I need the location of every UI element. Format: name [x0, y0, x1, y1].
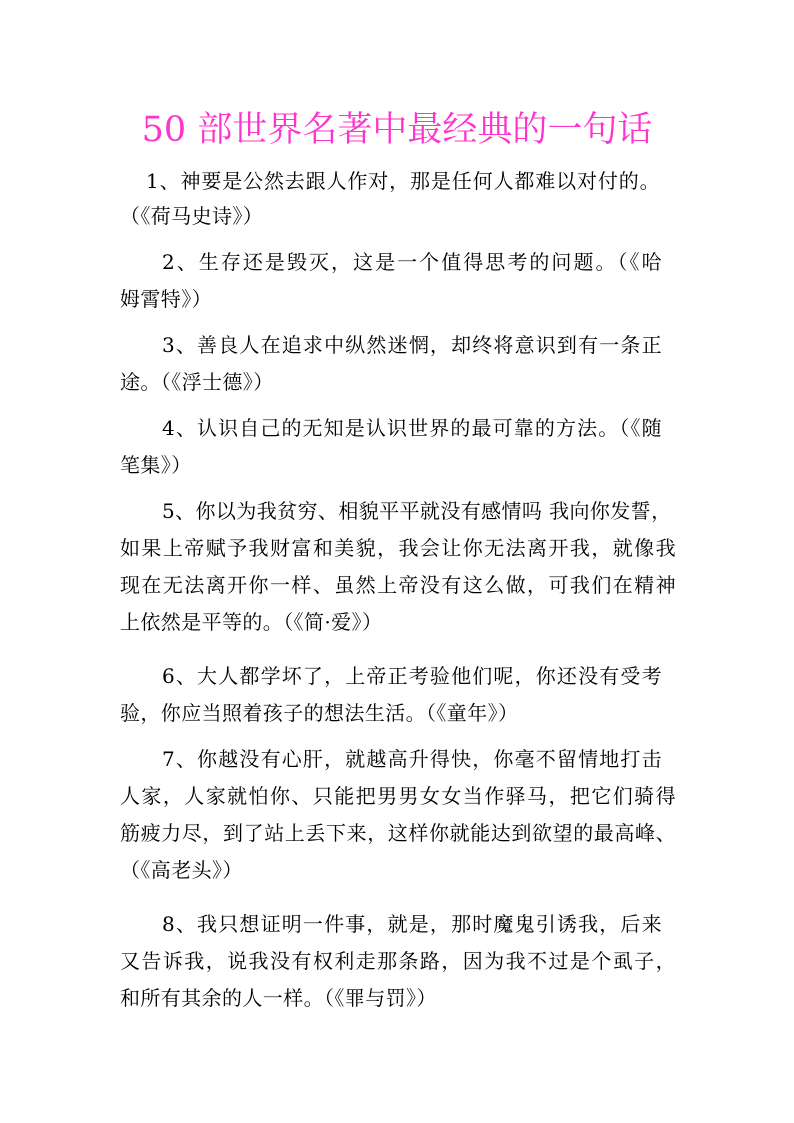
quote-7-line-1: 7、你越没有心肝，就越高升得快，你毫不留情地打击: [162, 747, 662, 771]
quote-8-line-2: 又告诉我，说我没有权利走那条路，因为我不过是个虱子，: [120, 949, 676, 973]
quote-7-line-2: 人家，人家就怕你、只能把男男女女当作驿马，把它们骑得: [120, 784, 676, 808]
quote-6-line-1: 6、大人都学坏了，上帝正考验他们呢，你还没有受考: [162, 664, 662, 688]
quote-8-line-3: 和所有其余的人一样。（《罪与罚》）: [120, 986, 437, 1010]
quote-5-line-3: 现在无法离开你一样、虽然上帝没有这么做，可我们在精神: [120, 573, 676, 597]
quote-5-line-1: 5、你以为我贫穷、相貌平平就没有感情吗 我向你发誓，: [162, 499, 672, 523]
quote-4-line-2: 笔集》）: [120, 453, 192, 477]
quote-4-line-1: 4、认识自己的无知是认识世界的最可靠的方法。（《随: [162, 416, 662, 440]
quote-6-line-2: 验，你应当照着孩子的想法生活。（《童年》）: [120, 701, 519, 725]
quote-2-line-2: 姆霄特》）: [120, 287, 212, 311]
quote-7-line-3: 筋疲力尽，到了站上丢下来，这样你就能达到欲望的最高峰、: [120, 821, 676, 845]
page-title: 50 部世界名著中最经典的一句话: [141, 110, 653, 150]
quote-3-line-1: 3、善良人在追求中纵然迷惘，却终将意识到有一条正: [162, 333, 662, 357]
quote-7-line-4: （《高老头》）: [120, 858, 243, 882]
quote-1-line-2: （《荷马史诗》）: [120, 204, 264, 228]
quote-8-line-1: 8、我只想证明一件事，就是，那时魔鬼引诱我，后来: [162, 912, 662, 936]
quote-5-line-4: 上依然是平等的。（《简·爱》）: [120, 610, 383, 634]
quote-2-line-1: 2、生存还是毁灭，这是一个值得思考的问题。（《哈: [162, 250, 662, 274]
quote-3-line-2: 途。（《浮士德》）: [120, 370, 274, 394]
quote-1-line-1: 1、神要是公然去跟人作对，那是任何人都难以对付的。: [146, 169, 660, 193]
quote-5-line-2: 如果上帝赋予我财富和美貌，我会让你无法离开我，就像我: [120, 536, 676, 560]
